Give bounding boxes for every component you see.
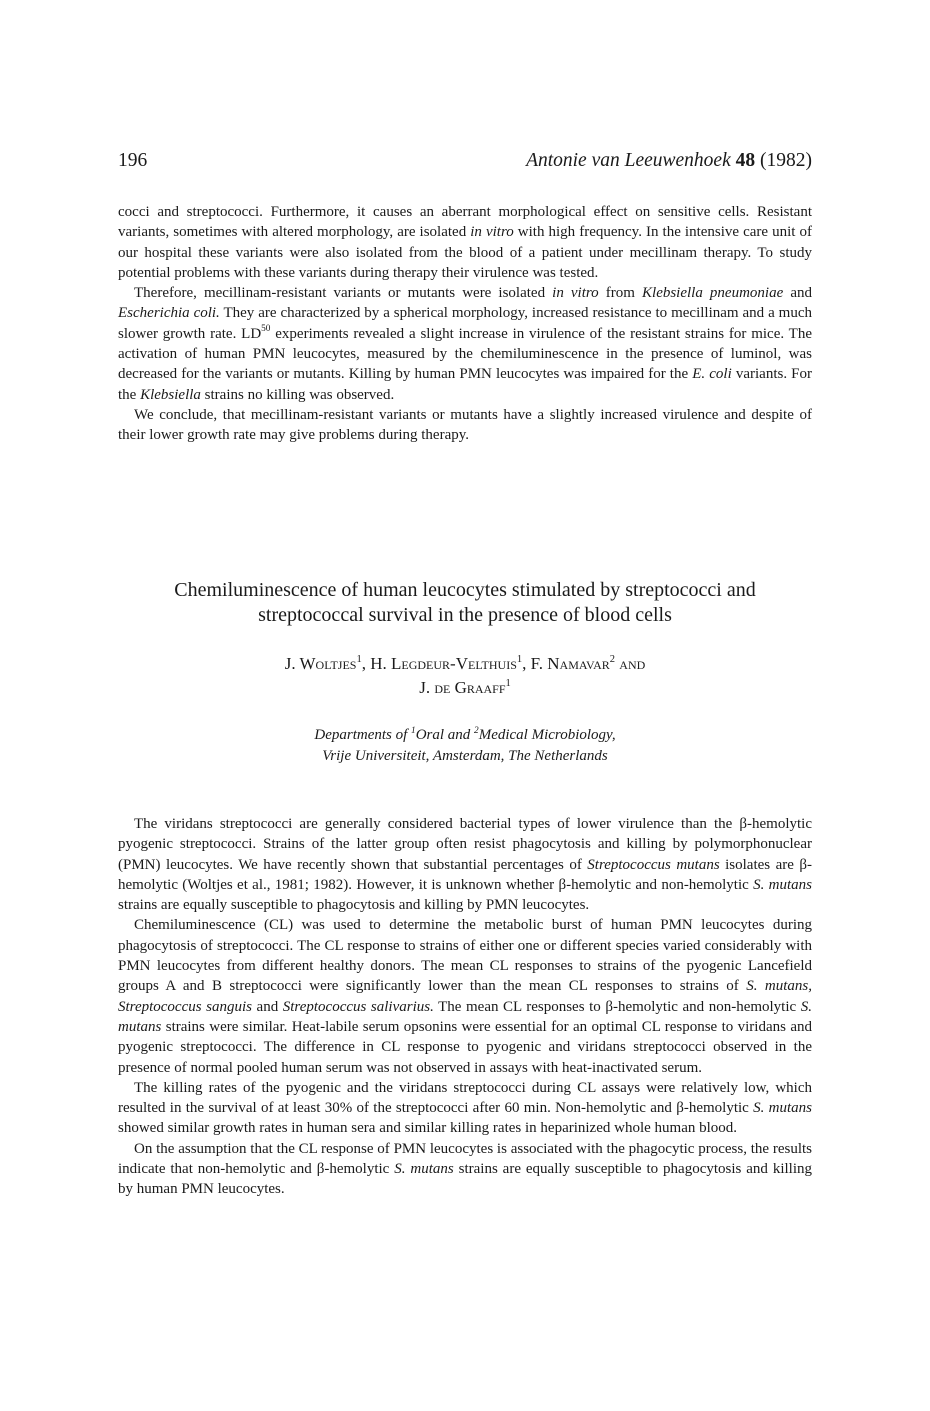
journal-volume: 48 — [735, 150, 756, 171]
title-line: streptococcal survival in the presence of blood cells — [258, 604, 672, 626]
author-name: J. de Graaff — [419, 678, 506, 697]
author-list: J. Woltjes$^1$, H. Legdeur-Velthuis$^1$, F. Namavar$^2$ and J. de Graaff$^1$ — [284, 653, 646, 697]
title-line: Chemiluminescence of human leucocytes stimulated by streptococci and — [174, 579, 756, 601]
paragraph: cocci and streptococci. Furthermore, it causes an aberrant morphological effect on sensitive cells. Resistant variants, sometimes with altered morphology, are isolated in vitro with high frequency. In the intensive care unit of our hospital these variants were also isolated from the blood of a patient under mecillinam therapy. To study potential problems with these variants during therapy their virulence was tested. — [118, 204, 812, 281]
abstract — [118, 814, 812, 1200]
page-header — [118, 150, 812, 176]
affiliation: Departments of $^1$Oral and $^2$Medical Microbiology, Vrije Universiteit, Amsterdam, The Netherlands — [314, 725, 616, 764]
page-number: 196 — [118, 150, 148, 171]
running-head — [526, 150, 812, 172]
author-name: H. Legdeur-Velthuis — [370, 654, 517, 673]
author-name: J. Woltjes — [284, 654, 357, 673]
paragraph: Therefore, mecillinam-resistant variants or mutants were isolated in vitro from Klebsiella pneumoniae and Escherichia coli. They are characterized by a spherical morphology, increased resistance to mecillinam and a much slower growth rate. LD$^{50}$ experiments revealed a slight increase in virulence of the resistant strains for mice. The activation of human PMN leucocytes, measured by the chemiluminescence in the presence of luminol, was decreased for the variants or mutants. Killing by human PMN leucocytes was impaired for the E. coli variants. For the Klebsiella strains no killing was observed. — [118, 285, 813, 403]
article-title — [118, 578, 812, 628]
paragraph: The killing rates of the pyogenic and the viridans streptococci during CL assays were relatively low, which resulted in the survival of at least 30% of the streptococci after 60 min. Non-hemolytic and β-hemolytic S. mutans showed similar growth rates in human sera and similar killing rates in heparinized whole human blood. — [118, 1079, 812, 1137]
paragraph: On the assumption that the CL response of PMN leucocytes is associated with the phagocytic process, the results indicate that non-hemolytic and β-hemolytic S. mutans strains are equally susceptible to phagocytosis and killing by human PMN leucocytes. — [118, 1140, 813, 1198]
author-name: F. Namavar — [530, 654, 610, 673]
paragraph: We conclude, that mecillinam-resistant variants or mutants have a slightly increased virulence and despite of their lower growth rate may give problems during therapy. — [118, 406, 812, 444]
paragraph: The viridans streptococci are generally considered bacterial types of lower virulence than the β-hemolytic pyogenic streptococci. Strains of the latter group often resist phagocytosis and killing by polymorphonuclear (PMN) leucocytes. We have recently shown that substantial percentages of Streptococcus mutans isolates are β-hemolytic (Woltjes et al., 1981; 1982). However, it is unknown whether β-hemolytic and non-hemolytic S. mutans strains are equally susceptible to phagocytosis and killing by PMN leucocytes. — [118, 816, 813, 914]
paragraph: Chemiluminescence (CL) was used to determine the metabolic burst of human PMN leucocytes during phagocytosis of streptococci. The CL response to strains of either one or different species varied considerably with PMN leucocytes from different healthy donors. The mean CL responses to strains of the pyogenic Lancefield groups A and B streptococci were significantly lower than the mean CL responses to strains of S. mutans, Streptococcus sanguis and Streptococcus salivarius. The mean CL responses to β-hemolytic and non-hemolytic S. mutans strains were similar. Heat-labile serum opsonins were essential for an optimal CL response to viridans and pyogenic streptococci. The difference in CL response to pyogenic and viridans streptococci observed in the presence of normal pooled human serum was not observed in assays with heat-inactivated serum. — [118, 917, 813, 1076]
previous-article-text — [118, 202, 812, 446]
journal-year: (1982) — [760, 150, 812, 171]
journal-name: Antonie van Leeuwenhoek — [526, 150, 731, 171]
